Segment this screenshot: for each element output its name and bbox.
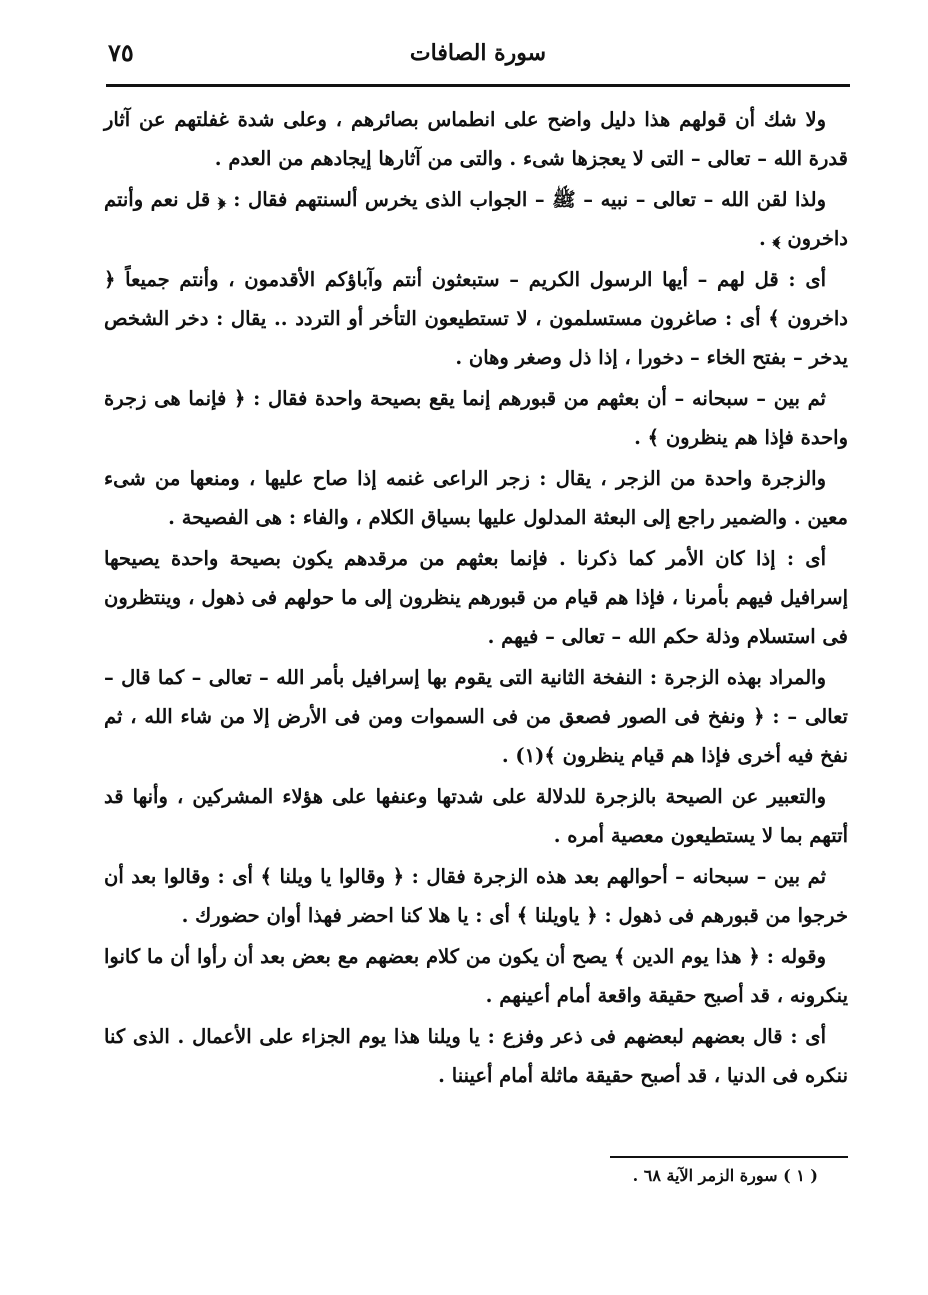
page-number: ٧٥ xyxy=(108,38,134,67)
paragraph-1: ولا شك أن قولهم هذا دليل واضح على انطماس بصائرهم ، وعلى شدة غفلتهم عن آثار قدرة الله – تعالى – التى لا يعجزها شىء . والتى من آثارها إيجادهم من العدم . xyxy=(104,108,848,170)
paragraph-5: والزجرة واحدة من الزجر ، يقال : زجر الراعى غنمه إذا صاح عليها ، ومنعها من شىء معين . والضمير راجع إلى البعثة المدلول عليها بسياق الكلام ، والفاء : هى الفصيحة . xyxy=(104,467,848,529)
paragraph-11: أى : قال بعضهم لبعضهم فى ذعر وفزع : يا ويلنا هذا يوم الجزاء على الأعمال . الذى كنا ننكره فى الدنيا ، قد أصبح حقيقة ماثلة أمام أعيننا . xyxy=(104,1025,848,1087)
paragraph-3: أى : قل لهم – أيها الرسول الكريم – ستبعثون أنتم وآباؤكم الأقدمون ، وأنتم جميعاً ﴿ داخرون ﴾ أى : صاغرون مستسلمون ، لا تستطيعون التأخر أو التردد .. يقال : دخر الشخص يدخر – بفتح الخاء – دخورا ، إذا ذل وصغر وهان . xyxy=(104,268,848,369)
footnote: ( ١ ) سورة الزمر الآية ٦٨ . xyxy=(632,1166,818,1185)
paragraph-8: والتعبير عن الصيحة بالزجرة للدلالة على شدتها وعنفها على هؤلاء المشركين ، وأنها قد أتتهم بما لا يستطيعون معصية أمره . xyxy=(104,785,848,847)
body-text xyxy=(104,100,848,1097)
paragraph-6: أى : إذا كان الأمر كما ذكرنا . فإنما بعثهم من مرقدهم يكون بصيحة واحدة يصيحها إسرافيل فيهم بأمرنا ، فإذا هم قيام من قبورهم ينظرون إلى ما حولهم فى ذهول ، وينتظرون فى استسلام وذلة حكم الله – تعالى – فيهم . xyxy=(104,547,848,648)
footnote-rule xyxy=(610,1156,848,1158)
paragraph-10: وقوله : ﴿ هذا يوم الدين ﴾ يصح أن يكون من كلام بعضهم مع بعض بعد أن رأوا أن ما كانوا ينكرونه ، قد أصبح حقيقة واقعة أمام أعينهم . xyxy=(104,945,848,1007)
paragraph-9: ثم بين – سبحانه – أحوالهم بعد هذه الزجرة فقال : ﴿ وقالوا يا ويلنا ﴾ أى : وقالوا بعد أن خرجوا من قبورهم فى ذهول : ﴿ ياويلنا ﴾ أى : يا هلا كنا احضر فهذا أوان حضورك . xyxy=(104,865,848,927)
paragraph-2: ولذا لقن الله – تعالى – نبيه – ﷺ – الجواب الذى يخرس ألسنتهم فقال : ﴿ قل نعم وأنتم داخرون ﴾ . xyxy=(104,188,848,250)
header-rule xyxy=(106,84,850,87)
paragraph-4: ثم بين – سبحانه – أن بعثهم من قبورهم إنما يقع بصيحة واحدة فقال : ﴿ فإنما هى زجرة واحدة فإذا هم ينظرون ﴾ . xyxy=(104,387,848,449)
running-title: سورة الصافات xyxy=(409,40,547,66)
paragraph-7: والمراد بهذه الزجرة : النفخة الثانية التى يقوم بها إسرافيل بأمر الله – تعالى – كما قال – تعالى – : ﴿ ونفخ فى الصور فصعق من فى السموات ومن فى الأرض إلا من شاء الله ، ثم نفخ فيه أخرى فإذا هم قيام ينظرون ﴾(١) . xyxy=(104,666,848,767)
page-header xyxy=(108,34,848,78)
